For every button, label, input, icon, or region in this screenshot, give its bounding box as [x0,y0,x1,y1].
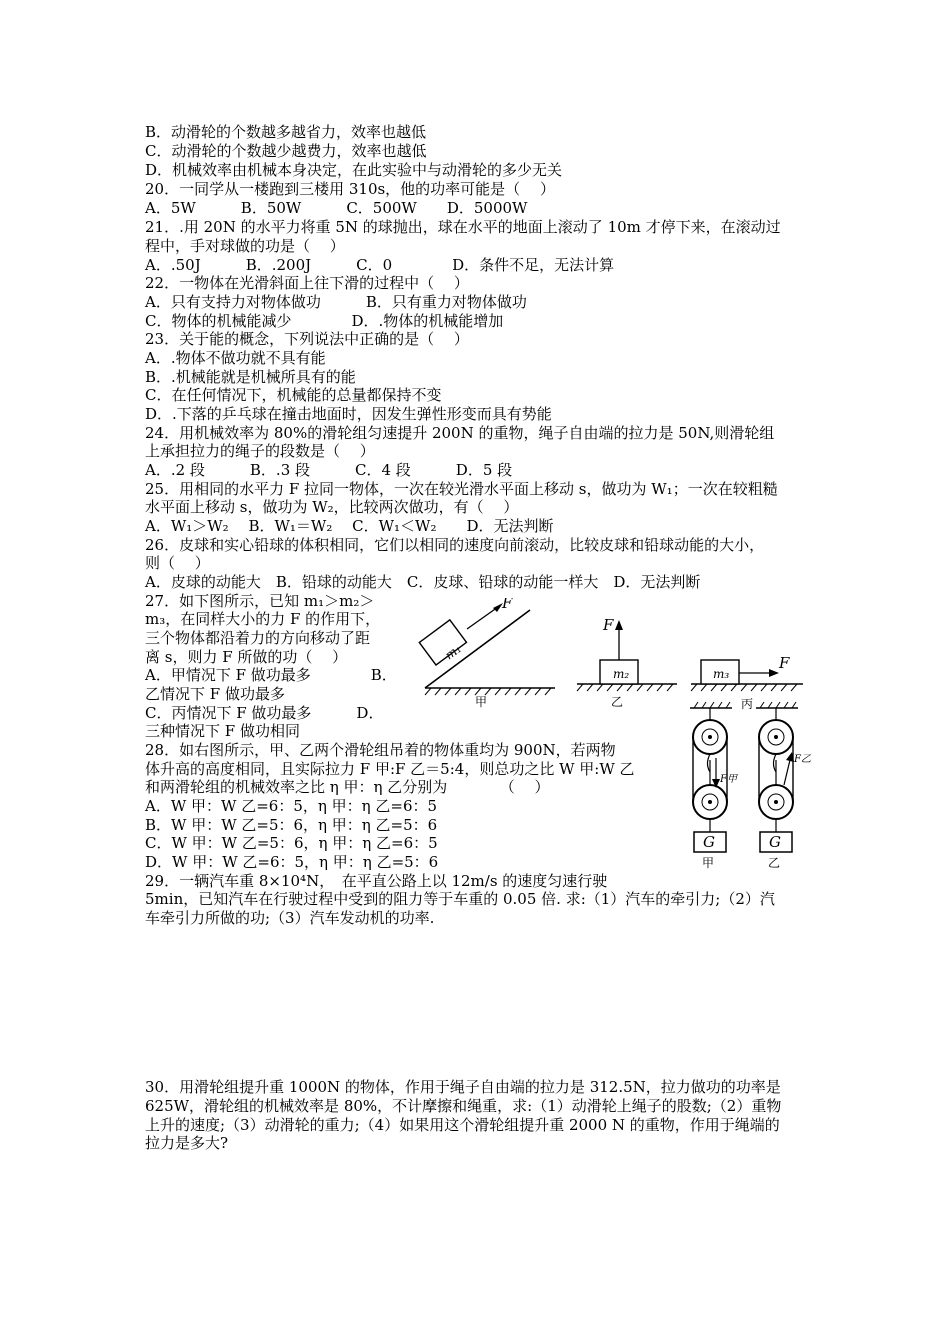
q30-stem-line1: 30．用滑轮组提升重 1000N 的物体，作用于绳子自由端的拉力是 312.5N，拉力做功的功率是 [145,1078,781,1096]
q26-stem-line1: 26．皮球和实心铅球的体积相同，它们以相同的速度向前滚动，比较皮球和铅球动能的大小， [145,536,765,554]
q30-stem-line2: 625W，滑轮组的机械效率是 80%，不计摩擦和绳重，求:（1）动滑轮上绳子的股数;（2）重物 [145,1097,782,1115]
pulley-system-yi [756,702,811,870]
q28-option-c: C．W 甲：W 乙=5：6，η 甲：η 乙=6：5 [145,834,438,852]
q21-options: A．.50J B．.200J C．0 D．条件不足，无法计算 [145,256,615,274]
q25-stem-line1: 25．用相同的水平力 F 拉同一物体，一次在较光滑水平面上移动 s，做功为 W₁；一次在较粗糙 [145,480,778,498]
q28-stem-line3: 和两滑轮组的机械效率之比 η 甲：η 乙分别为 （ ） [145,778,550,796]
q27-option-c: C．丙情况下 F 做功最多 D． [145,704,384,722]
q30-stem-line4: 拉力是多大? [145,1134,229,1152]
q23-option-b: B．.机械能就是机械所具有的能 [145,368,356,386]
q20-options: A．5W B．50W C．500W D．5000W [145,199,528,217]
q27-stem-line2: m₃，在同样大小的力 F 的作用下， [145,610,381,628]
q24-stem-line2: 上承担拉力的绳子的段数是（ ） [145,442,375,460]
q24-options: A．.2 段 B．.3 段 C．4 段 D．5 段 [145,461,513,479]
q22-options-ab: A．只有支持力对物体做功 B．只有重力对物体做功 [145,293,527,311]
m2-label: m₂ [613,667,630,681]
q28-stem-line1: 28．如右图所示，甲、乙两个滑轮组吊着的物体重均为 900N，若两物 [145,741,616,759]
q26-options: A．皮球的动能大 B．铅球的动能大 C．皮球、铅球的动能一样大 D．无法判断 [145,573,701,591]
q23-stem: 23．关于能的概念，下列说法中正确的是（ ） [145,330,469,348]
q28-option-a: A．W 甲：W 乙=6：5，η 甲：η 乙=6：5 [145,797,438,815]
label-bing: 丙 [741,697,754,710]
q27-option-a: A．甲情况下 F 做功最多 B． [145,666,397,684]
pulley-label-jia: 甲 [702,856,715,870]
q27-option-b: 乙情况下 F 做功最多 [145,685,285,703]
q25-options: A．W₁＞W₂ B．W₁＝W₂ C．W₁＜W₂ D．无法判断 [145,517,554,535]
label-jia: 甲 [475,695,488,709]
q30-stem-line3: 上升的速度;（3）动滑轮的重力;（4）如果用这个滑轮组提升重 2000 N 的重物，作用于绳端的 [145,1116,780,1134]
q24-stem-line1: 24．用机械效率为 80%的滑轮组匀速提升 200N 的重物，绳子自由端的拉力是 50N,则滑轮组 [145,424,775,442]
q28-option-d: D．W 甲：W 乙=6：5，η 甲：η 乙=5：6 [145,853,439,871]
q26-stem-line2: 则（ ） [145,554,210,572]
q27-stem-line4: 离 s，则力 F 所做的功（ ） [145,648,348,666]
q22-options-cd: C．物体的机械能减少 D．.物体的机械能增加 [145,312,504,330]
m3-label: m₃ [713,667,730,681]
q22-stem: 22．一物体在光滑斜面上往下滑的过程中（ ） [145,274,469,292]
vertical-pull-diagram-yi [577,616,677,709]
q29-stem-line1: 29．一辆汽车重 8×10⁴N， 在平直公路上以 12m/s 的速度匀速行驶 [145,872,608,890]
pulley-system-jia [690,702,738,870]
label-yi: 乙 [611,695,624,709]
q23-option-a: A．.物体不做功就不具有能 [145,349,326,367]
q27-stem-line1: 27．如下图所示，已知 m₁＞m₂＞ [145,592,375,610]
weight-label-yi: G [769,833,781,851]
q27-option-d: 三种情况下 F 做功相同 [145,722,300,740]
q19-option-c: C．动滑轮的个数越少越费力，效率也越低 [145,142,427,160]
q19-option-b: B．动滑轮的个数越多越省力，效率也越低 [145,123,427,141]
q20-stem: 20．一同学从一楼跑到三楼用 310s，他的功率可能是（ ） [145,180,555,198]
q21-stem-line2: 程中，手对球做的功是（ ） [145,237,345,255]
q27-stem-line3: 三个物体都沿着力的方向移动了距 [145,629,371,647]
q28-option-b: B．W 甲：W 乙=5：6，η 甲：η 乙=5：6 [145,816,438,834]
q29-stem-line2: 5min，已知汽车在行驶过程中受到的阻力等于车重的 0.05 倍. 求:（1）汽车的牵引力;（2）汽 [145,890,775,908]
force-label-bing: F [779,654,790,672]
weight-label-jia: G [703,833,715,851]
q19-option-d: D．机械效率由机械本身决定，在此实验中与动滑轮的多少无关 [145,161,563,179]
q23-option-c: C．在任何情况下，机械能的总量都保持不变 [145,386,442,404]
f-yi-label: F乙 [794,754,811,765]
m1-label: m₁ [442,641,464,663]
pulley-label-yi: 乙 [768,856,781,870]
q23-option-d: D．.下落的乒乓球在撞击地面时，因发生弹性形变而具有势能 [145,405,552,423]
q28-stem-line2: 体升高的高度相同，且实际拉力 F 甲:F 乙＝5:4，则总功之比 W 甲:W 乙 [145,760,635,778]
force-label-jia: F [502,598,513,612]
q25-stem-line2: 水平面上移动 s，做功为 W₂，比较两次做功，有（ ） [145,498,519,516]
force-label-yi: F [603,616,614,634]
f-jia-label: F甲 [720,774,737,785]
q27-figure [415,598,815,710]
q29-stem-line3: 车牵引力所做的功;（3）汽车发动机的功率. [145,909,435,927]
incline-diagram-jia [419,598,555,709]
q21-stem-line1: 21．.用 20N 的水平力将重 5N 的球抛出，球在水平的地面上滚动了 10m 才停下来，在滚动过 [145,218,781,236]
q28-figure [676,700,816,876]
